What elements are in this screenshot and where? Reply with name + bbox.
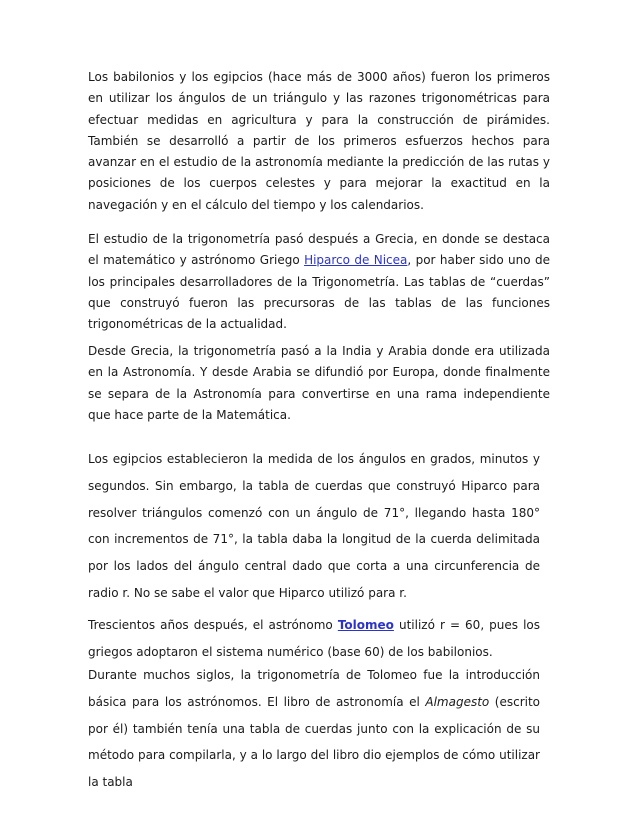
paragraph-india-arabia xyxy=(88,341,550,426)
paragraph-babilonios xyxy=(88,67,550,216)
paragraph-text: (escrito por él) también tenía una tabla de cuerdas junto con la explicación de su método para compilarla, y a lo largo del libro dio ejemplos de cómo utilizar la tabla xyxy=(88,694,541,790)
paragraph-almagesto xyxy=(88,662,540,796)
paragraph-text: El estudio de la trigonometría pasó después a Grecia, en donde se destaca el matemático y astrónomo Griego xyxy=(88,232,550,268)
tolomeo-link[interactable]: Tolomeo xyxy=(337,618,394,632)
paragraph-text: Los babilonios y los egipcios (hace más de 3000 años) fueron los primeros en utilizar los ángulos de un triángulo y las razones trigonométricas para efectuar medidas en agricultura y para la construcción de pirámides. También se desarrolló a partir de los primeros esfuerzos hechos para avanzar en el estudio de la astronomía mediante la predicción de las rutas y posiciones de los cuerpos celestes y para mejorar la exactitud en la navegación y en el cálculo del tiempo y los calendarios. xyxy=(88,70,550,212)
paragraph-egipcios-grados xyxy=(88,446,540,607)
paragraph-text: Durante muchos siglos, la trigonometría de Tolomeo fue la introducción básica para los astrónomos. El libro de astronomía el xyxy=(88,668,540,709)
hiparco-link[interactable]: Hiparco de Nicea xyxy=(304,253,408,268)
paragraph-text: Trescientos años después, el astrónomo xyxy=(88,618,338,632)
paragraph-text: Desde Grecia, la trigonometría pasó a la India y Arabia donde era utilizada en la Astronomía. Y desde Arabia se difundió por Europa, donde finalmente se separa de la Astronomía para convertirse en una rama independiente que hace parte de la Matemática. xyxy=(88,344,550,422)
paragraph-text: Los egipcios establecieron la medida de los ángulos en grados, minutos y segundos. Sin embargo, la tabla de cuerdas que construyó Hiparco para resolver triángulos comenzó con un ángulo de 71°, llegando hasta 180° con incrementos de 71°, la tabla daba la longitud de la cuerda delimitada por los lados del ángulo central dado que corta a una circunferencia de radio r. No se sabe el valor que Hiparco utilizó para r. xyxy=(88,452,540,600)
almagesto-title: Almagesto xyxy=(425,694,490,709)
paragraph-grecia xyxy=(88,229,550,335)
paragraph-text: , por haber sido uno de los principales desarrolladores de la Trigonometría. Las tablas de “cuerdas” que construyó fueron las precursoras de las tablas de las funciones trigonométricas de la actualidad. xyxy=(88,253,550,332)
paragraph-text: utilizó r = 60, pues los griegos adoptaron el sistema numérico (base 60) de los babilonios. xyxy=(88,618,541,659)
paragraph-tolomeo xyxy=(88,612,540,666)
